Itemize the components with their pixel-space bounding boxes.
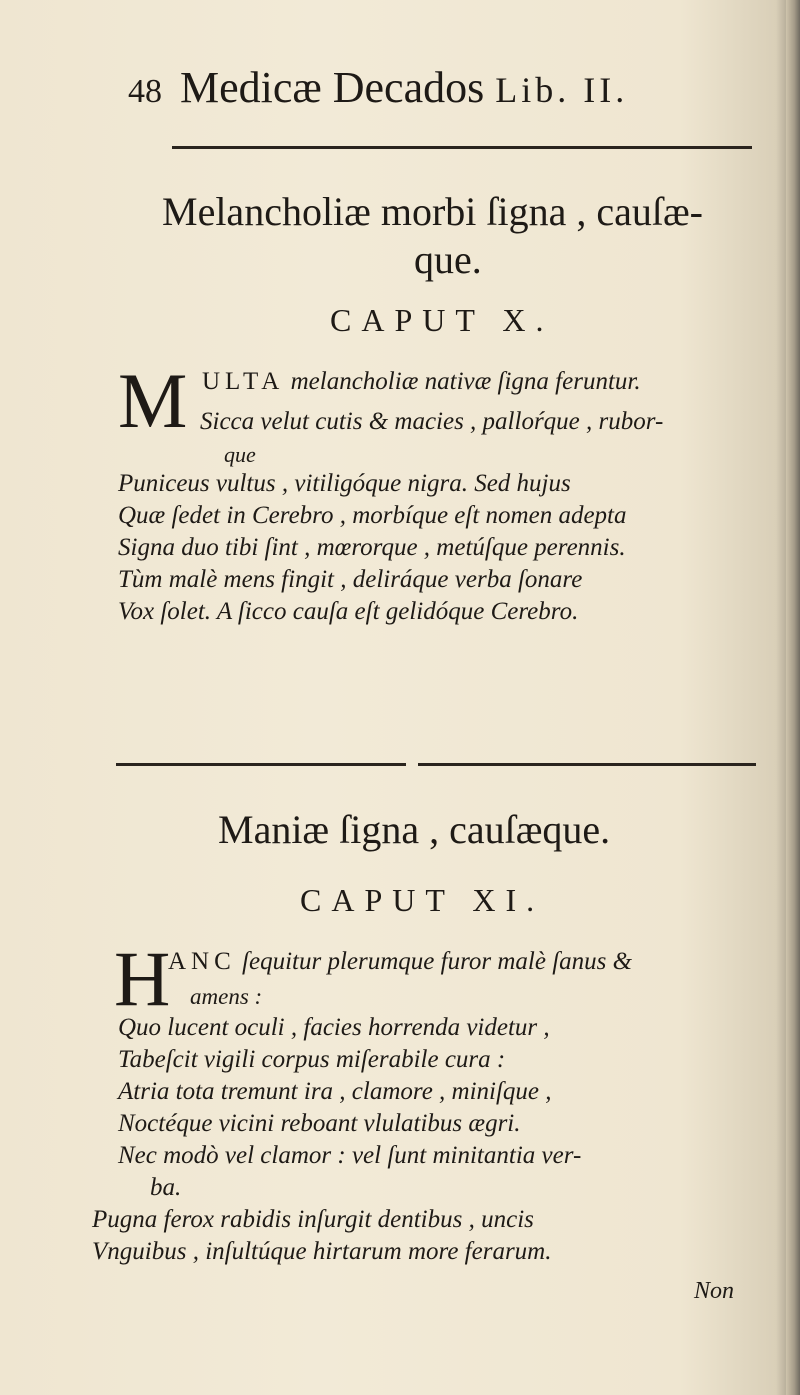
chapter-11-line-1-text: ſequitur plerumque furor malè ſanus & (242, 948, 633, 975)
chapter-10-verse-line-3: que (224, 442, 256, 467)
header-rule (172, 146, 752, 149)
chapter-11-title: Maniæ ſigna , cauſæque. (218, 807, 611, 852)
chapter-10-verse-line-1 (202, 368, 641, 396)
divider-rule-right (418, 763, 756, 766)
chapter-10-title-line-2: que. (414, 237, 482, 282)
chapter-11-verse-line-3: Quo lucent oculi , facies horrenda videtur , (118, 1014, 550, 1041)
chapter-10-verse-line-5: Quæ ſedet in Cerebro , morbíque eſt nomen adepta (118, 502, 627, 529)
chapter-11-verse-line-1 (168, 948, 632, 976)
chapter-11-verse-line-10: Vnguibus , inſultúque hirtarum more ferarum. (92, 1238, 552, 1265)
running-title: Medicæ Decados (180, 63, 485, 112)
chapter-10-dropcap: M (118, 357, 188, 444)
chapter-10-line-1-text: melancholiæ nativæ ſigna feruntur. (290, 368, 641, 395)
chapter-11-verse-line-5: Atria tota tremunt ira , clamore , miniſque , (118, 1078, 552, 1105)
chapter-11-verse-line-9: Pugna ferox rabidis inſurgit dentibus , uncis (92, 1206, 534, 1233)
chapter-11-dropcap: H (114, 935, 171, 1022)
catchword: Non (694, 1278, 735, 1304)
page-number: 48 (128, 73, 162, 110)
divider-rule-left (116, 763, 406, 766)
chapter-10-verse-line-2: Sicca velut cutis & macies , palloŕque , rubor- (200, 408, 664, 435)
chapter-10-title-line-1: Melancholiæ morbi ſigna , cauſæ- (162, 189, 703, 234)
chapter-11-first-word: ANC (168, 948, 236, 975)
chapter-10-verse-line-7: Tùm malè mens fingit , deliráque verba ſonare (118, 566, 583, 593)
running-header (128, 62, 628, 113)
chapter-11-verse-line-8: ba. (150, 1174, 182, 1201)
chapter-10-verse-line-8: Vox ſolet. A ſicco cauſa eſt gelidóque Cerebro. (118, 598, 579, 625)
chapter-11-verse-line-2: amens : (190, 984, 263, 1009)
chapter-11-caput: CAPUT XI. (300, 882, 545, 918)
chapter-11-verse-line-4: Tabeſcit vigili corpus miſerabile cura : (118, 1046, 506, 1073)
page-edge (786, 0, 800, 1395)
chapter-10-caput: CAPUT X. (330, 302, 554, 338)
chapter-10-verse-line-4: Puniceus vultus , vitiligóque nigra. Sed hujus (118, 470, 571, 497)
book-label: Lib. II. (495, 70, 629, 110)
chapter-10-verse-line-6: Signa duo tibi ſint , mœrorque , metúſque perennis. (118, 534, 626, 561)
chapter-11-verse-line-7: Nec modò vel clamor : vel ſunt minitantia ver- (118, 1142, 582, 1169)
chapter-10-first-word: ULTA (202, 368, 285, 395)
chapter-11-verse-line-6: Noctéque vicini reboant vlulatibus ægri. (118, 1110, 521, 1137)
